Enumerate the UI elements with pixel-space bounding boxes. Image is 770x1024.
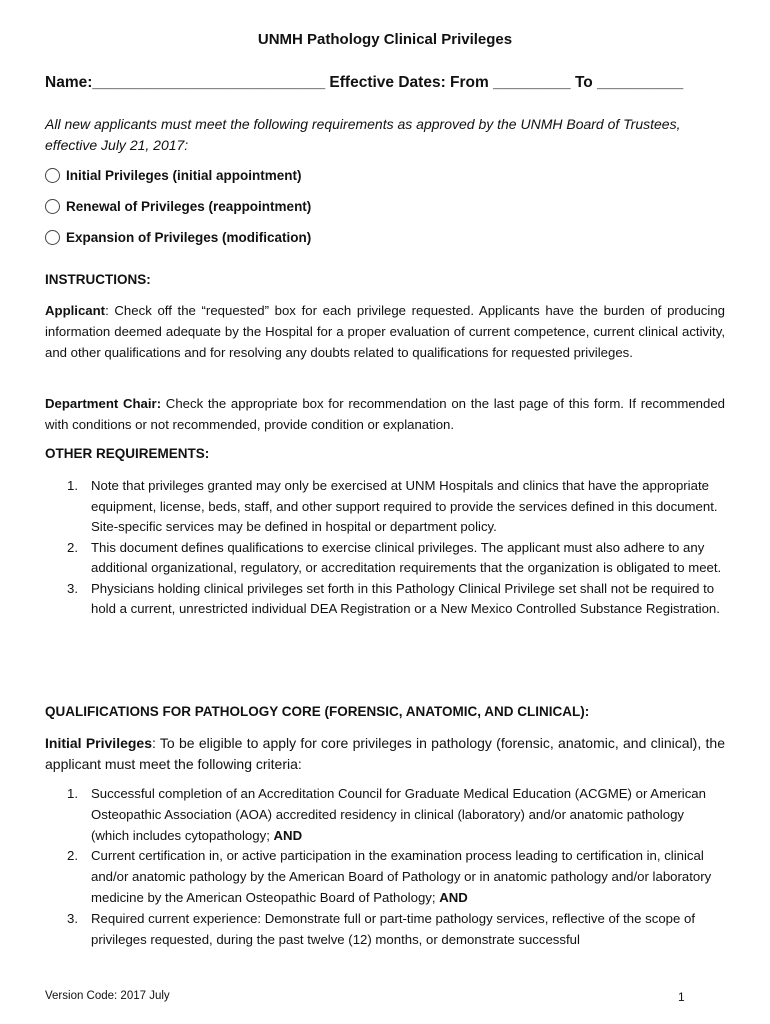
applicant-label: Applicant [45,303,106,318]
criteria-list [45,784,725,950]
list-item [45,846,725,908]
list-item [45,476,725,538]
list-item [45,784,725,846]
list-number: 3. [67,910,78,926]
list-bold-text: AND [439,889,468,905]
list-number: 1. [67,786,78,801]
option-renewal-privileges[interactable] [45,199,311,214]
option-initial-privileges[interactable] [45,168,302,183]
page-number: 1 [678,990,685,1004]
option-expansion-privileges[interactable] [45,230,311,245]
list-number: 2. [67,539,78,555]
applicant-text: : Check off the “requested” box for each privilege requested. Applicants have the burden of producing information deemed adequate by the Hospital for a proper evaluation of current competence, current clinical activity, and other qualifications and for resolving any doubts related to qualifications for requested privileges. [45,303,725,360]
list-number: 3. [67,580,78,596]
qualifications-heading: QUALIFICATIONS FOR PATHOLOGY CORE (FORENSIC, ANATOMIC, AND CLINICAL): [45,704,590,719]
initial-privileges-text: : To be eligible to apply for core privileges in pathology (forensic, anatomic, and clinical), the applicant must meet the following criteria: [45,735,725,772]
department-chair-text: Check the appropriate box for recommendation on the last page of this form. If recommended with conditions or not recommended, provide condition or explanation. [45,396,725,432]
option-label: Renewal of Privileges (reappointment) [66,199,312,214]
instructions-heading: INSTRUCTIONS: [45,272,151,287]
radio-circle-icon[interactable] [45,230,60,245]
department-chair-label: Department Chair: [45,396,162,411]
option-label: Initial Privileges (initial appointment) [66,168,302,183]
list-text: Successful completion of an Accreditation Council for Graduate Medical Education (ACGME) or American Osteopathic Association (AOA) accredited residency in clinical (laboratory) and/or anatomic pathology (which includes cytopathology; [91,786,706,843]
list-text: Physicians holding clinical privileges set forth in this Pathology Clinical Privilege set shall not be required to hold a current, unrestricted individual DEA Registration or a New Mexico Controlled Substance Registration. [91,580,720,616]
applicant-paragraph [45,300,725,363]
list-item [45,579,725,620]
version-code: Version Code: 2017 July [45,990,170,1002]
department-chair-paragraph [45,393,725,435]
list-number: 1. [67,478,78,493]
list-item [45,909,725,951]
radio-circle-icon[interactable] [45,168,60,183]
intro-text: All new applicants must meet the following requirements as approved by the UNMH Board of Trustees, effective July 21, 2017: [45,116,681,153]
option-label: Expansion of Privileges (modification) [66,230,312,245]
list-text: Current certification in, or active participation in the examination process leading to certification in, clinical and/or anatomic pathology by the American Board of Pathology or in anatomic pathology and/or laboratory medicine by the American Osteopathic Board of Pathology; [91,848,712,905]
list-number: 2. [67,848,78,864]
initial-privileges-paragraph [45,733,725,775]
list-text: Required current experience: Demonstrate full or part-time pathology services, reflective of the scope of privileges requested, during the past twelve (12) months, or demonstrate successful [91,910,695,947]
list-text: This document defines qualifications to exercise clinical privileges. The applicant must also adhere to any additional organizational, regulatory, or accreditation requirements that the organization is obligated to meet. [91,539,722,575]
name-and-dates-line: Name:___________________________ Effective Dates: From _________ To __________ [45,74,684,91]
other-requirements-heading: OTHER REQUIREMENTS: [45,446,210,461]
list-bold-text: AND [273,827,303,843]
other-requirements-list [45,476,725,620]
list-text: Note that privileges granted may only be exercised at UNM Hospitals and clinics that have the appropriate equipment, license, beds, staff, and other support required to provide the services defined in this document. Site-specific services may be defined in hospital or department policy. [91,478,718,534]
initial-privileges-label: Initial Privileges [45,735,152,751]
page-title: UNMH Pathology Clinical Privileges [257,31,513,48]
list-item [45,538,725,579]
radio-circle-icon[interactable] [45,199,60,214]
